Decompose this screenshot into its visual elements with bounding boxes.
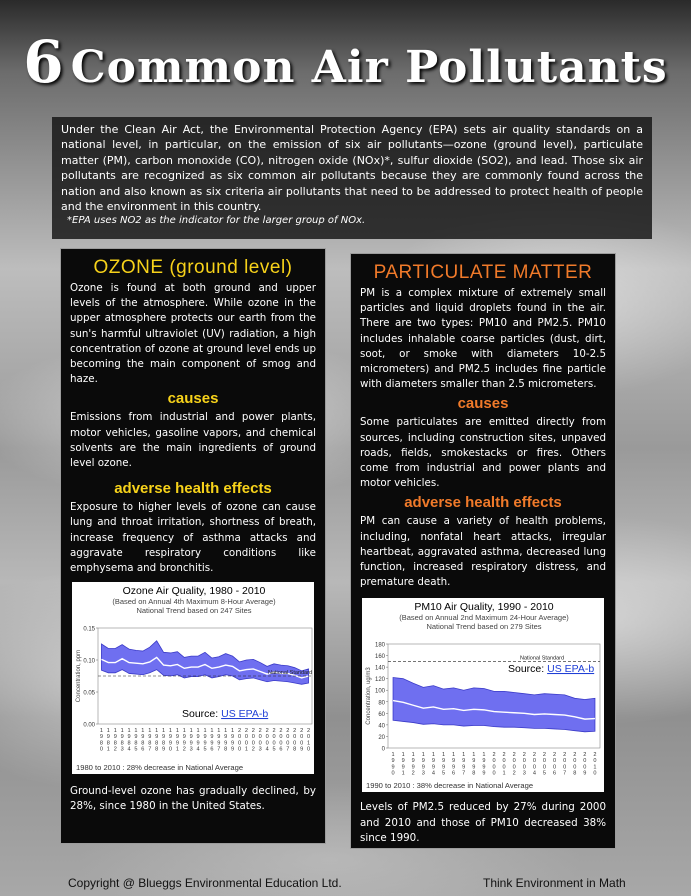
- y-tick-label: 0: [381, 746, 385, 753]
- x-tick-label: 2: [411, 771, 415, 778]
- x-tick-label: 9: [162, 746, 166, 753]
- x-tick-label: 2: [512, 752, 516, 759]
- ozone-panel: [60, 248, 326, 844]
- x-tick-label: 9: [217, 734, 221, 741]
- x-tick-label: 0: [293, 740, 297, 747]
- x-tick-label: 2: [532, 752, 536, 759]
- x-tick-label: 0: [522, 764, 526, 771]
- x-tick-label: 1: [99, 728, 104, 735]
- x-tick-label: 0: [237, 734, 242, 741]
- x-tick-label: 2: [300, 728, 304, 735]
- x-tick-label: 1: [441, 752, 446, 759]
- x-tick-label: 8: [134, 740, 138, 747]
- footer-tagline: Think Environment in Math: [483, 876, 626, 890]
- x-tick-label: 0: [502, 758, 506, 765]
- x-tick-label: 1: [162, 728, 166, 735]
- x-tick-label: 9: [189, 740, 193, 747]
- x-tick-label: 9: [462, 764, 466, 771]
- x-tick-label: 1: [106, 728, 110, 735]
- x-tick-label: 0: [286, 734, 290, 741]
- x-tick-label: 0: [258, 740, 262, 747]
- x-tick-label: 1: [224, 728, 228, 735]
- x-tick-label: 1: [210, 728, 214, 735]
- x-tick-label: 0: [542, 764, 547, 771]
- x-tick-label: 1: [106, 746, 110, 753]
- x-tick-label: 0: [593, 758, 597, 765]
- x-tick-label: 8: [120, 740, 124, 747]
- x-tick-label: 0: [251, 740, 255, 747]
- x-tick-label: 2: [573, 752, 577, 759]
- x-tick-label: 9: [134, 734, 138, 741]
- x-tick-label: 1: [306, 740, 311, 747]
- chart-subtitle-2: National Trend based on 279 Sites: [426, 622, 542, 632]
- x-tick-label: 5: [542, 771, 547, 778]
- x-tick-label: 9: [482, 758, 486, 765]
- chart-subtitle-2: National Trend based on 247 Sites: [136, 606, 252, 616]
- x-tick-label: 1: [401, 771, 405, 778]
- y-tick-label: 0.10: [83, 658, 95, 665]
- chart-subtitle: (Based on Annual 4th Maximum 8-Hour Average): [112, 597, 276, 607]
- title-number: 6: [23, 28, 65, 96]
- x-tick-label: 9: [224, 734, 228, 741]
- x-tick-label: 9: [441, 764, 446, 771]
- x-tick-label: 8: [224, 746, 228, 753]
- x-tick-label: 9: [141, 734, 145, 741]
- x-tick-label: 9: [162, 734, 166, 741]
- ozone-effects: Exposure to higher levels of ozone can cause lung and throat irritation, shortness of breath, increase frequency of asthma attacks and aggravate respiratory conditions like emphysema and bronchitis.: [70, 501, 316, 575]
- x-tick-label: 8: [99, 740, 104, 747]
- x-tick-label: 0: [553, 758, 557, 765]
- x-tick-label: 2: [251, 728, 255, 735]
- x-tick-label: 2: [542, 752, 547, 759]
- x-tick-label: 0: [573, 764, 577, 771]
- x-tick-label: 8: [141, 740, 145, 747]
- x-tick-label: 0: [502, 764, 506, 771]
- x-tick-label: 3: [258, 746, 262, 753]
- x-tick-label: 1: [421, 752, 425, 759]
- x-tick-label: 2: [258, 728, 262, 735]
- x-tick-label: 9: [431, 758, 435, 765]
- x-tick-label: 0: [573, 758, 577, 765]
- y-tick-label: 0.05: [83, 690, 95, 697]
- ozone-chart: [72, 582, 314, 774]
- x-tick-label: 0: [492, 758, 496, 765]
- x-tick-label: 1: [182, 728, 186, 735]
- y-tick-label: 60: [378, 712, 385, 719]
- x-tick-label: 9: [175, 734, 179, 741]
- x-tick-label: 9: [231, 740, 235, 747]
- pm-summary: Levels of PM2.5 reduced by 27% during 2000 and 2010 and those of PM10 decreased 38% since 1990.: [360, 801, 606, 844]
- source-link[interactable]: US EPA-b: [221, 708, 269, 721]
- x-tick-label: 9: [300, 746, 304, 753]
- x-tick-label: 1: [391, 752, 395, 759]
- x-tick-label: 0: [300, 734, 304, 741]
- x-tick-label: 1: [203, 728, 207, 735]
- x-tick-label: 0: [306, 734, 311, 741]
- x-tick-label: 2: [593, 752, 597, 759]
- percentile-band: [393, 678, 595, 732]
- x-tick-label: 9: [196, 740, 200, 747]
- x-tick-label: 9: [210, 740, 214, 747]
- national-standard-label: National Standard: [519, 655, 565, 662]
- pm-heading: PARTICULATE MATTER: [373, 262, 593, 283]
- x-tick-label: 4: [431, 771, 435, 778]
- x-tick-label: 1: [593, 764, 597, 771]
- intro-text: Under the Clean Air Act, the Environmental Protection Agency (EPA) sets air quality standards on a national level, in particular, on the emission of six air pollutants—ozone (ground level), particulate matter (PM), carbon monoxide (CO), nitrogen oxide (NOx)*, sulfur dioxide (SO2), and lead. Those six air pollutants are recognized as six common air pollutants because they are commonly found across the nation and also known as six criteria air pollutants that need to be addressed to protect health of people and the environment in this country.: [61, 123, 643, 214]
- x-tick-label: 9: [182, 734, 186, 741]
- x-tick-label: 0: [306, 746, 311, 753]
- footer-copyright: Copyright @ Blueggs Environmental Education Ltd.: [68, 876, 342, 890]
- ozone-description: Ozone is found at both ground and upper levels of the atmosphere. While ozone in the upper atmosphere protects our earth from the sun's harmful ultraviolet (UV) radiation, a high concentration of ozone at ground level ends up becoming the main component of smog and haze.: [70, 282, 316, 386]
- source-prefix: Source:: [508, 663, 548, 676]
- x-tick-label: 1: [462, 752, 466, 759]
- y-tick-label: 120: [374, 677, 385, 684]
- pm-chart-svg: [362, 598, 606, 792]
- x-tick-label: 9: [482, 764, 486, 771]
- y-tick-label: 100: [374, 689, 385, 696]
- pm-causes-heading: causes: [457, 395, 509, 413]
- x-tick-label: 5: [134, 746, 138, 753]
- x-tick-label: 9: [472, 764, 476, 771]
- x-tick-label: 0: [99, 746, 104, 753]
- ozone-effects-heading: adverse health effects: [114, 480, 272, 498]
- x-tick-label: 5: [203, 746, 207, 753]
- x-tick-label: 4: [196, 746, 200, 753]
- x-tick-label: 0: [563, 758, 567, 765]
- x-tick-label: 8: [472, 771, 476, 778]
- pm-chart: [362, 598, 604, 792]
- x-tick-label: 1: [502, 771, 506, 778]
- x-tick-label: 1: [175, 728, 179, 735]
- x-tick-label: 0: [512, 758, 516, 765]
- x-tick-label: 1: [231, 728, 235, 735]
- x-tick-label: 3: [421, 771, 425, 778]
- x-tick-label: 9: [401, 764, 405, 771]
- x-tick-label: 1: [113, 728, 117, 735]
- x-tick-label: 1: [431, 752, 435, 759]
- x-tick-label: 0: [492, 771, 496, 778]
- x-tick-label: 2: [563, 752, 567, 759]
- chart-title: Ozone Air Quality, 1980 - 2010: [122, 585, 266, 598]
- y-axis-label: Concentration, ppm: [76, 650, 82, 703]
- x-tick-label: 2: [306, 728, 311, 735]
- x-tick-label: 2: [522, 752, 526, 759]
- x-tick-label: 2: [113, 746, 117, 753]
- x-tick-label: 1: [196, 728, 200, 735]
- x-tick-label: 9: [421, 764, 425, 771]
- x-tick-label: 0: [258, 734, 262, 741]
- x-tick-label: 6: [279, 746, 283, 753]
- x-tick-label: 9: [196, 734, 200, 741]
- x-tick-label: 6: [210, 746, 214, 753]
- title-text: Common Air Pollutants: [70, 42, 668, 93]
- pm-effects-heading: adverse health effects: [404, 494, 562, 512]
- x-tick-label: 0: [279, 740, 283, 747]
- x-tick-label: 0: [168, 746, 173, 753]
- x-tick-label: 9: [106, 734, 110, 741]
- x-tick-label: 0: [492, 764, 496, 771]
- x-tick-label: 8: [155, 740, 159, 747]
- intro-box: [52, 117, 652, 239]
- x-tick-label: 0: [300, 740, 304, 747]
- x-tick-label: 2: [286, 728, 290, 735]
- x-tick-label: 2: [553, 752, 557, 759]
- x-tick-label: 9: [411, 758, 415, 765]
- x-tick-label: 8: [127, 740, 131, 747]
- x-tick-label: 1: [452, 752, 456, 759]
- x-tick-label: 2: [182, 746, 186, 753]
- x-tick-label: 2: [265, 728, 269, 735]
- x-tick-label: 9: [113, 734, 117, 741]
- source-label: [182, 708, 268, 720]
- x-tick-label: 0: [279, 734, 283, 741]
- x-tick-label: 0: [542, 758, 547, 765]
- x-tick-label: 9: [452, 758, 456, 765]
- x-tick-label: 0: [251, 734, 255, 741]
- x-tick-label: 0: [583, 764, 587, 771]
- y-tick-label: 0.00: [83, 722, 95, 729]
- x-tick-label: 2: [492, 752, 496, 759]
- x-tick-label: 9: [224, 740, 228, 747]
- x-tick-label: 8: [293, 746, 297, 753]
- x-tick-label: 0: [237, 746, 242, 753]
- y-tick-label: 20: [378, 735, 385, 742]
- pm-panel: [350, 253, 616, 849]
- x-tick-label: 1: [141, 728, 145, 735]
- x-tick-label: 2: [293, 728, 297, 735]
- x-tick-label: 0: [293, 734, 297, 741]
- x-tick-label: 1: [120, 728, 124, 735]
- x-tick-label: 9: [189, 734, 193, 741]
- x-tick-label: 0: [593, 771, 597, 778]
- x-tick-label: 7: [217, 746, 221, 753]
- x-tick-label: 0: [391, 771, 395, 778]
- x-tick-label: 0: [583, 758, 587, 765]
- x-tick-label: 9: [231, 734, 235, 741]
- x-tick-label: 2: [237, 728, 242, 735]
- x-tick-label: 9: [217, 740, 221, 747]
- intro-note: *EPA uses NO2 as the indicator for the larger group of NOx.: [67, 215, 366, 227]
- chart-caption: 1980 to 2010 : 28% decrease in National Average: [76, 763, 244, 773]
- x-tick-label: 0: [563, 764, 567, 771]
- x-tick-label: 8: [106, 740, 110, 747]
- y-tick-label: 0.15: [83, 626, 95, 633]
- x-tick-label: 9: [120, 734, 124, 741]
- x-tick-label: 9: [441, 758, 446, 765]
- x-tick-label: 9: [411, 764, 415, 771]
- x-tick-label: 7: [148, 746, 152, 753]
- source-link[interactable]: US EPA-b: [547, 663, 595, 676]
- x-tick-label: 2: [244, 728, 248, 735]
- x-tick-label: 4: [265, 746, 269, 753]
- page-title: [0, 28, 691, 96]
- x-tick-label: 9: [462, 758, 466, 765]
- x-tick-label: 9: [168, 740, 173, 747]
- y-tick-label: 140: [374, 666, 385, 673]
- x-tick-label: 5: [441, 771, 446, 778]
- ozone-causes: Emissions from industrial and power plants, motor vehicles, gasoline vapors, and chemical solvents are the main ingredients of ground level ozone.: [70, 411, 316, 470]
- x-tick-label: 1: [472, 752, 476, 759]
- x-tick-label: 9: [127, 734, 131, 741]
- y-tick-label: 80: [378, 700, 385, 707]
- x-tick-label: 9: [472, 758, 476, 765]
- x-tick-label: 8: [148, 740, 152, 747]
- x-tick-label: 1: [244, 746, 248, 753]
- x-tick-label: 6: [141, 746, 145, 753]
- x-tick-label: 8: [155, 746, 159, 753]
- x-tick-label: 2: [502, 752, 506, 759]
- x-tick-label: 0: [532, 764, 536, 771]
- x-tick-label: 9: [148, 734, 152, 741]
- x-tick-label: 7: [286, 746, 290, 753]
- x-tick-label: 1: [155, 728, 159, 735]
- x-tick-label: 9: [210, 734, 214, 741]
- x-tick-label: 9: [401, 758, 405, 765]
- x-tick-label: 6: [452, 771, 456, 778]
- x-tick-label: 8: [573, 771, 577, 778]
- ozone-causes-heading: causes: [167, 390, 219, 408]
- ozone-heading: OZONE (ground level): [93, 257, 293, 278]
- x-tick-label: 0: [272, 740, 276, 747]
- x-tick-label: 1: [134, 728, 138, 735]
- x-tick-label: 1: [127, 728, 131, 735]
- x-tick-label: 8: [113, 740, 117, 747]
- x-tick-label: 0: [522, 758, 526, 765]
- x-tick-label: 0: [244, 740, 248, 747]
- national-standard-label: National Standard: [267, 670, 312, 677]
- x-tick-label: 2: [272, 728, 276, 735]
- y-tick-label: 40: [378, 723, 385, 730]
- x-tick-label: 1: [401, 752, 405, 759]
- x-tick-label: 9: [175, 740, 179, 747]
- x-tick-label: 7: [563, 771, 567, 778]
- x-tick-label: 3: [120, 746, 124, 753]
- x-tick-label: 3: [189, 746, 193, 753]
- x-tick-label: 1: [175, 746, 179, 753]
- pm-description: PM is a complex mixture of extremely small particles and liquid droplets found in the air. There are two types: PM10 and PM2.5. PM10 includes inhalable coarse particles (dust, dirt, soot, or smoke with diameters 10-2.5 micrometers) and PM2.5 includes fine particle with diameters smaller than 2.5 micrometers.: [360, 287, 606, 391]
- x-tick-label: 9: [431, 764, 435, 771]
- x-tick-label: 9: [99, 734, 104, 741]
- x-tick-label: 9: [182, 740, 186, 747]
- x-tick-label: 1: [189, 728, 193, 735]
- source-label: [508, 663, 594, 675]
- ozone-chart-svg: [72, 582, 316, 774]
- pm-effects: PM can cause a variety of health problems, including, nonfatal heart attacks, irregular heartbeat, aggravated asthma, decreased lung function, increased respiratory distress, and premature death.: [360, 515, 606, 589]
- x-tick-label: 0: [272, 734, 276, 741]
- x-tick-label: 0: [265, 740, 269, 747]
- ozone-summary: Ground-level ozone has gradually declined, by 28%, since 1980 in the United States.: [70, 785, 316, 813]
- x-tick-label: 9: [452, 764, 456, 771]
- x-tick-label: 9: [391, 758, 395, 765]
- x-tick-label: 1: [411, 752, 415, 759]
- x-tick-label: 9: [231, 746, 235, 753]
- x-tick-label: 1: [482, 752, 486, 759]
- x-tick-label: 4: [127, 746, 131, 753]
- x-tick-label: 6: [553, 771, 557, 778]
- x-tick-label: 0: [237, 740, 242, 747]
- chart-title: PM10 Air Quality, 1990 - 2010: [414, 601, 554, 614]
- x-tick-label: 1: [148, 728, 152, 735]
- x-tick-label: 1: [168, 728, 173, 735]
- x-tick-label: 9: [168, 734, 173, 741]
- x-tick-label: 1: [217, 728, 221, 735]
- chart-caption: 1990 to 2010 : 38% decrease in National Average: [366, 781, 534, 791]
- x-tick-label: 8: [162, 740, 166, 747]
- x-tick-label: 0: [286, 740, 290, 747]
- x-tick-label: 3: [522, 771, 526, 778]
- x-tick-label: 9: [482, 771, 486, 778]
- x-tick-label: 2: [279, 728, 283, 735]
- x-tick-label: 2: [251, 746, 255, 753]
- y-tick-label: 160: [374, 654, 385, 661]
- y-tick-label: 180: [374, 642, 385, 649]
- x-tick-label: 5: [272, 746, 276, 753]
- y-axis-label: Concentration, ug/m3: [366, 667, 372, 726]
- x-tick-label: 0: [553, 764, 557, 771]
- x-tick-label: 0: [244, 734, 248, 741]
- x-tick-label: 7: [462, 771, 466, 778]
- x-tick-label: 9: [391, 764, 395, 771]
- x-tick-label: 9: [421, 758, 425, 765]
- x-tick-label: 9: [203, 734, 207, 741]
- x-tick-label: 2: [512, 771, 516, 778]
- x-tick-label: 0: [512, 764, 516, 771]
- x-tick-label: 2: [583, 752, 587, 759]
- x-tick-label: 4: [532, 771, 536, 778]
- pm-causes: Some particulates are emitted directly from sources, including construction sites, unpaved roads, fields, smokestacks or fires. Others come from industrial and power plants and motor vehicles.: [360, 416, 606, 490]
- source-prefix: Source:: [182, 708, 222, 721]
- x-tick-label: 9: [155, 734, 159, 741]
- chart-subtitle: (Based on Annual 2nd Maximum 24-Hour Average): [399, 613, 569, 623]
- x-tick-label: 0: [532, 758, 536, 765]
- x-tick-label: 0: [265, 734, 269, 741]
- x-tick-label: 9: [583, 771, 587, 778]
- x-tick-label: 9: [203, 740, 207, 747]
